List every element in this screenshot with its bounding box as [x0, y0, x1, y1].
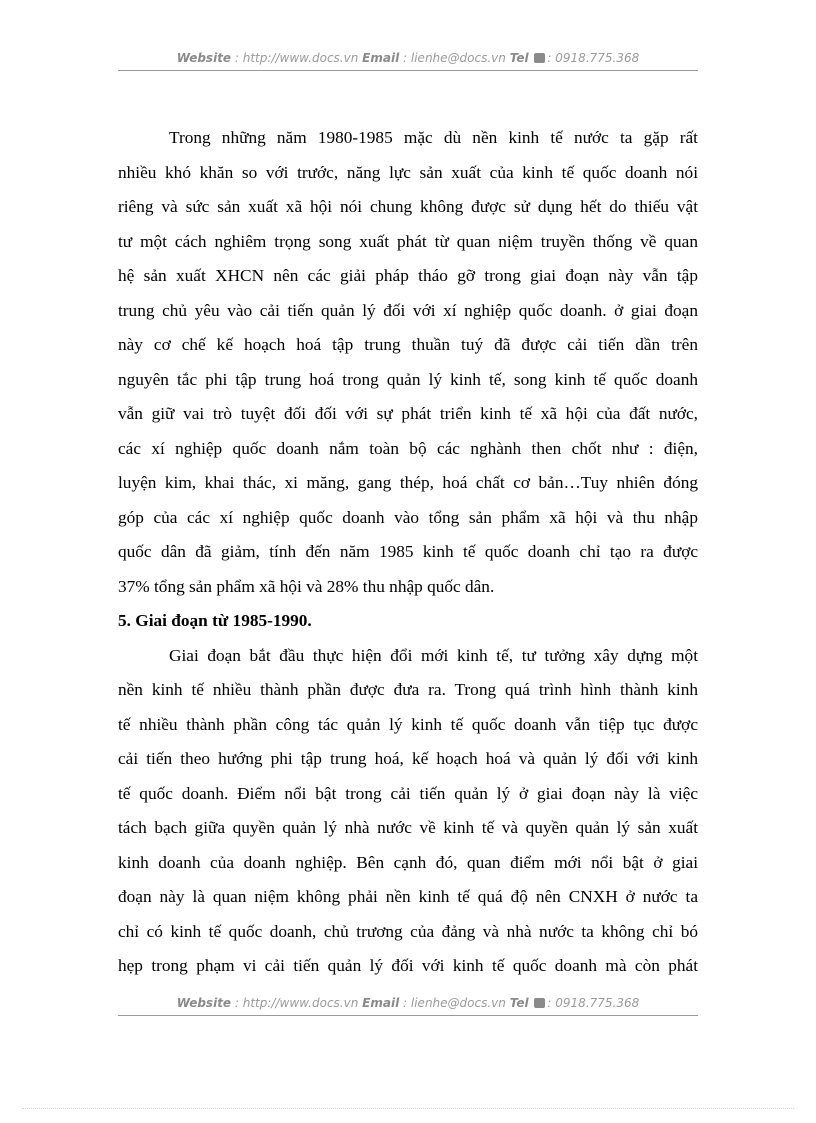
footer-email-label: Email — [362, 996, 400, 1010]
text-line: trung chủ yêu vào cải tiến quản lý đối với xí nghiệp quốc doanh. ở giai đoạn — [118, 300, 698, 320]
page-footer — [118, 996, 698, 1010]
text-line: kinh doanh của doanh nghiệp. Bên cạnh đó, quan điểm mới nổi bật ở giai — [118, 852, 698, 872]
text-line: chỉ có kinh tế quốc doanh, chủ trương của đảng và nhà nước ta không chỉ bó — [118, 921, 698, 941]
text-line: hẹp trong phạm vi cải tiến quản lý đối với kinh tế quốc doanh mà còn phát — [118, 956, 698, 975]
text-line: tách bạch giữa quyền quản lý nhà nước về kinh tế và quyền quản lý sản xuất — [118, 818, 698, 837]
text-line: tế nhiều thành phần công tác quản lý kinh tế quốc doanh vẫn tiệp tục được — [118, 714, 698, 734]
text-line: riêng và sức sản xuất xã hội nói chung không được sử dụng hết do thiếu vật — [118, 197, 698, 216]
text-line: cải tiến theo hướng phi tập trung hoá, kế hoạch hoá và quản lý đối với kinh — [118, 749, 698, 768]
page-header — [118, 51, 698, 65]
footer-email-link[interactable]: : lienhe@docs.vn — [403, 996, 506, 1010]
phone-icon — [534, 998, 545, 1008]
footer-website-link[interactable]: : http://www.docs.vn — [234, 996, 359, 1010]
text-line: hệ sản xuất XHCN nên các giải pháp tháo gỡ trong giai đoạn này vẫn tập — [118, 266, 698, 285]
section-heading: 5. Giai đoạn từ 1985-1990. — [118, 611, 312, 630]
text-line: góp của các xí nghiệp quốc doanh vào tổng sản phẩm xã hội và thu nhập — [118, 507, 698, 527]
header-tel-value: : 0918.775.368 — [547, 51, 640, 65]
text-line: nền kinh tế nhiều thành phần được đưa ra. Trong quá trình hình thành kinh — [118, 680, 698, 699]
footer-tel-label: Tel — [509, 996, 529, 1010]
text-line: tư một cách nghiêm trọng song xuất phát từ quan niệm truyền thống về quan — [118, 231, 698, 251]
text-line: tế quốc doanh. Điểm nổi bật trong cải tiến quản lý ở giai đoạn này là việc — [118, 783, 698, 803]
header-website-label: Website — [176, 51, 232, 65]
text-line: nhiều khó khăn so với trước, năng lực sản xuất của kinh tế quốc doanh nói — [118, 162, 698, 182]
footer-divider — [118, 1015, 698, 1016]
text-line: này cơ chế kế hoạch hoá tập trung thuần tuý đã được cải tiến dần trên — [118, 335, 698, 354]
text-line: 37% tổng sản phẩm xã hội và 28% thu nhập quốc dân. — [118, 576, 495, 596]
text-line: đoạn này là quan niệm không phải nền kinh tế quá độ nên CNXH ở nước ta — [118, 887, 698, 906]
footer-tel-value: : 0918.775.368 — [547, 996, 640, 1010]
header-website-link[interactable]: : http://www.docs.vn — [234, 51, 359, 65]
text-line: Trong những năm 1980-1985 mặc dù nền kinh tế nước ta gặp rất — [169, 128, 698, 147]
phone-icon — [534, 53, 545, 63]
header-email-label: Email — [362, 51, 400, 65]
text-line: vẫn giữ vai trò tuyệt đối đối với sự phát triển kinh tế xã hội của đất nước, — [118, 404, 698, 423]
text-line: Giai đoạn bắt đầu thực hiện đổi mới kinh tế, tư tưởng xây dựng một — [169, 645, 698, 665]
paragraph-2 — [118, 639, 698, 984]
header-divider — [118, 70, 698, 71]
text-line: luyện kim, khai thác, xi măng, gang thép, hoá chất cơ bản…Tuy nhiên đóng — [118, 473, 698, 492]
text-line: nguyên tắc phi tập trung hoá trong quản lý kinh tế, song kinh tế quốc doanh — [118, 369, 698, 389]
text-line: quốc dân đã giảm, tính đến năm 1985 kinh tế quốc doanh chỉ tạo ra được — [118, 542, 698, 561]
header-tel-label: Tel — [509, 51, 529, 65]
paragraph-1 — [118, 121, 698, 604]
document-body — [118, 121, 698, 984]
page-edge-dotted-line — [22, 1108, 794, 1109]
footer-website-label: Website — [176, 996, 232, 1010]
text-line: các xí nghiệp quốc doanh nắm toàn bộ các nghành then chốt như : điện, — [118, 438, 698, 458]
header-email-link[interactable]: : lienhe@docs.vn — [403, 51, 506, 65]
